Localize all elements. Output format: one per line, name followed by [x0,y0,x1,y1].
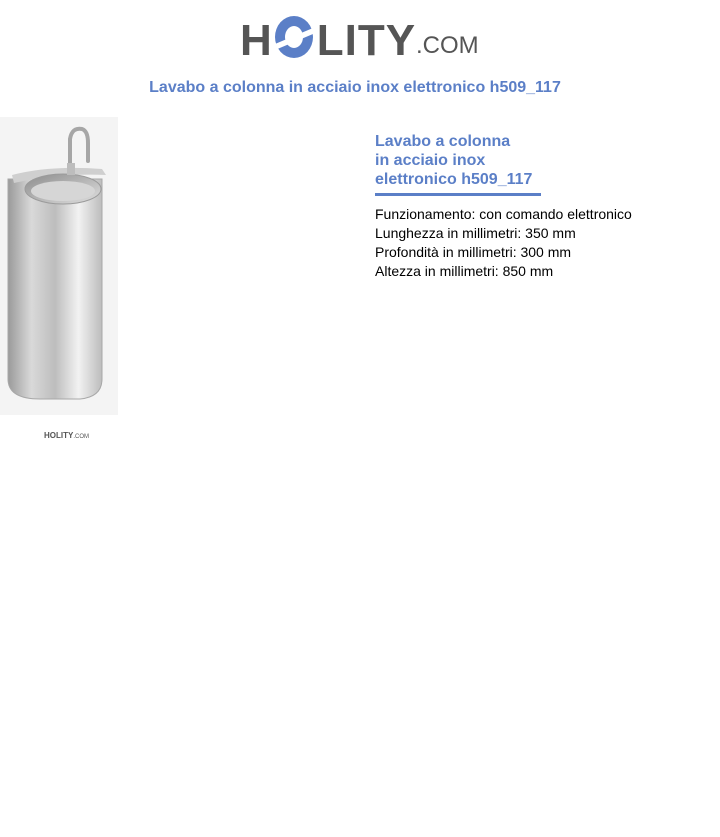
product-title-line: Lavabo a colonna [375,133,511,150]
logo-o-icon [273,14,315,60]
page-title: Lavabo a colonna in acciaio inox elettronico h509_117 [149,79,561,96]
holity-logo [240,12,485,68]
product-title-line: elettronico h509_117 [375,171,533,188]
spec-list [375,205,632,281]
logo-suffix: .COM [416,32,479,59]
spec-item: Funzionamento: con comando elettronico [375,206,632,222]
spec-item: Lunghezza in millimetri: 350 mm [375,225,576,241]
title-underline [375,193,541,196]
small-logo: HOLITY.COM [44,431,90,440]
spec-item: Profondità in millimetri: 300 mm [375,244,572,260]
logo-wordmark: H LITY [240,16,417,65]
product-title-line: in acciaio inox [375,152,486,169]
product-title [375,132,545,189]
product-image [0,117,118,415]
spec-item: Altezza in millimetri: 850 mm [375,263,554,279]
